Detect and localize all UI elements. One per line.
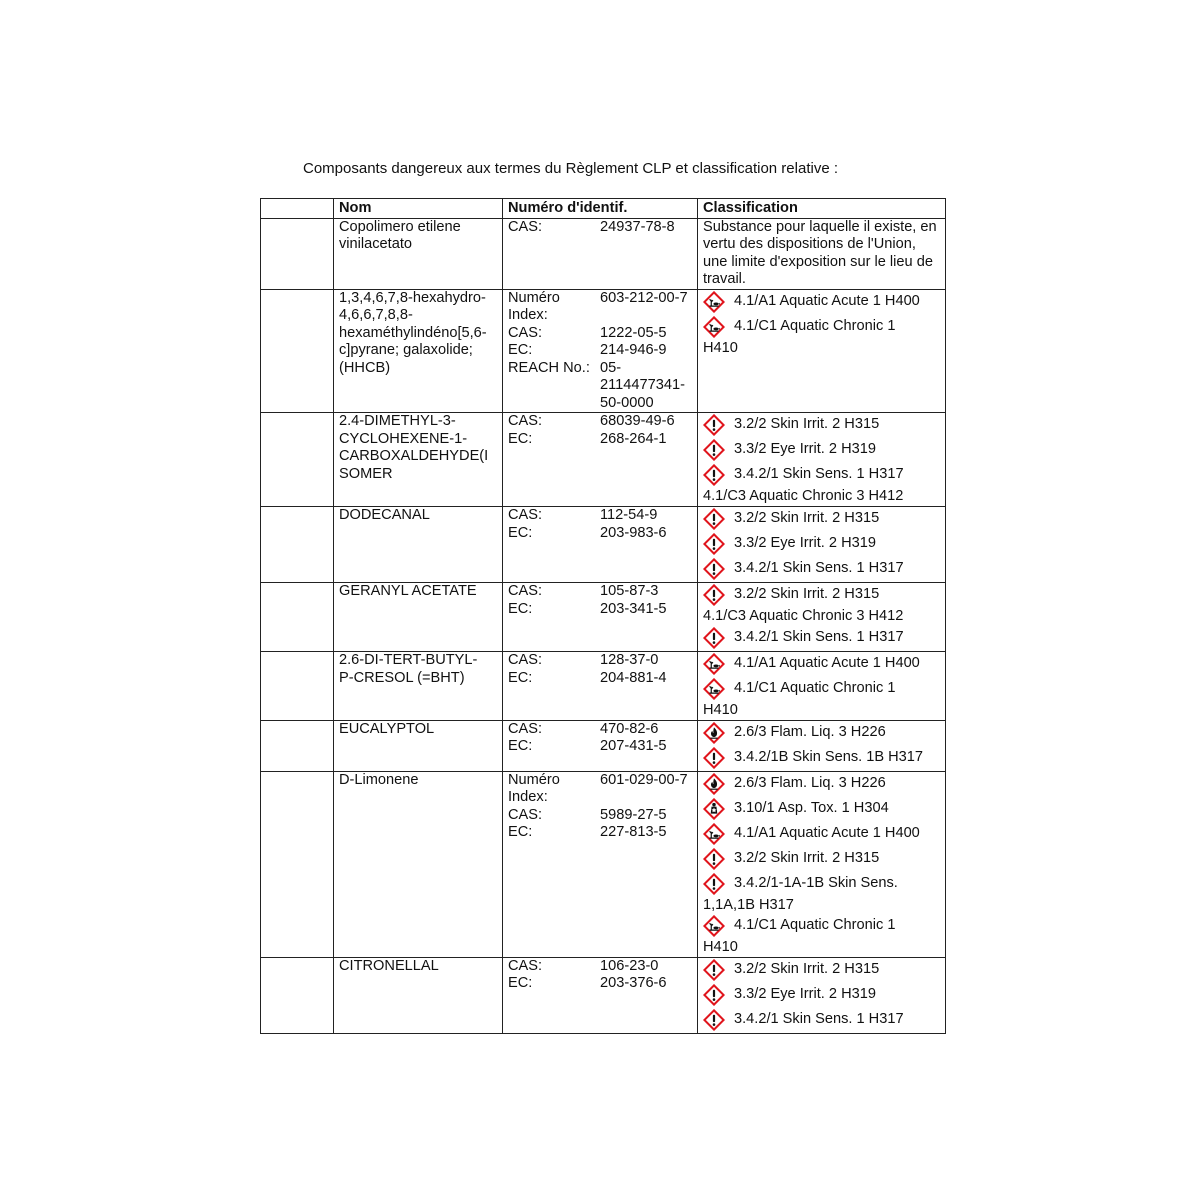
hazard-statement bbox=[703, 488, 940, 506]
hazard-statement bbox=[703, 507, 940, 532]
identifier-value bbox=[600, 721, 658, 739]
exclamation-pictogram-icon bbox=[703, 558, 725, 580]
identifier-value-line: 112-54-9 bbox=[600, 507, 658, 523]
hazard-statement-text: 3.3/2 Eye Irrit. 2 H319 bbox=[734, 985, 876, 1002]
classification-cell bbox=[698, 218, 946, 289]
classification-cell bbox=[698, 957, 946, 1033]
identifier-line bbox=[508, 325, 692, 343]
classification-cell bbox=[698, 507, 946, 583]
environment-pictogram-icon bbox=[703, 678, 725, 700]
table-row bbox=[261, 289, 946, 413]
identifier-label: CAS: bbox=[508, 652, 543, 668]
component-name-line: EUCALYPTOL bbox=[339, 720, 435, 737]
identifier-cell bbox=[503, 218, 698, 289]
page-heading: Composants dangereux aux termes du Règlement CLP et classification relative : bbox=[303, 160, 838, 177]
component-name-line: GERANYL ACETATE bbox=[339, 583, 477, 599]
component-name-cell bbox=[334, 771, 503, 957]
identifier-line bbox=[508, 219, 692, 237]
identifier-label: CAS: bbox=[508, 413, 543, 429]
identifier-label: CAS: bbox=[508, 583, 543, 599]
exclamation-pictogram-icon bbox=[703, 533, 725, 555]
table-row bbox=[261, 957, 946, 1033]
hazard-statement bbox=[703, 438, 940, 463]
hazard-statement bbox=[703, 721, 940, 746]
empty-cell bbox=[261, 507, 334, 583]
column-header-identifier: Numéro d'identif. bbox=[503, 199, 698, 219]
identifier-value-line: 203-376-6 bbox=[600, 975, 667, 991]
identifier-line bbox=[508, 525, 692, 543]
identifier-value-line: 68039-49-6 bbox=[600, 413, 675, 429]
hazard-statement-text: 4.1/C1 Aquatic Chronic 1 bbox=[734, 917, 896, 933]
hazard-statement-text: 4.1/A1 Aquatic Acute 1 H400 bbox=[734, 292, 920, 309]
identifier-value bbox=[600, 772, 688, 790]
classification-cell bbox=[698, 720, 946, 771]
empty-cell bbox=[261, 583, 334, 652]
table-row bbox=[261, 583, 946, 652]
component-name-line: P-CRESOL (=BHT) bbox=[339, 669, 465, 686]
component-name-cell bbox=[334, 289, 503, 413]
identifier-label: EC: bbox=[508, 975, 533, 991]
identifier-value-line: 106-23-0 bbox=[600, 957, 659, 974]
component-name-line: vinilacetato bbox=[339, 236, 413, 252]
empty-cell bbox=[261, 289, 334, 413]
hazard-statement-text: 3.4.2/1 Skin Sens. 1 H317 bbox=[734, 560, 904, 576]
hazard-statement-text: 3.2/2 Skin Irrit. 2 H315 bbox=[734, 586, 880, 602]
hazard-statement bbox=[703, 532, 940, 557]
hazard-statement bbox=[703, 583, 940, 608]
environment-pictogram-icon bbox=[703, 291, 725, 313]
hazard-statement bbox=[703, 847, 940, 872]
table-row bbox=[261, 652, 946, 721]
component-name-line: hexaméthylindéno[5,6- bbox=[339, 324, 487, 341]
identifier-line bbox=[508, 652, 692, 670]
hazard-statement bbox=[703, 608, 940, 626]
identifier-value bbox=[600, 525, 667, 543]
identifier-value bbox=[600, 601, 667, 619]
exclamation-pictogram-icon bbox=[703, 584, 725, 606]
identifier-line bbox=[508, 507, 692, 525]
hazard-statement-text: 3.2/2 Skin Irrit. 2 H315 bbox=[734, 510, 880, 526]
identifier-line bbox=[508, 290, 692, 308]
table-row bbox=[261, 413, 946, 507]
identifier-value-line: 470-82-6 bbox=[600, 720, 659, 737]
identifier-value-line: 105-87-3 bbox=[600, 583, 659, 599]
identifier-value bbox=[600, 824, 667, 842]
classification-cell bbox=[698, 771, 946, 957]
component-name-line: Copolimero etilene bbox=[339, 218, 461, 235]
identifier-value-line: 5989-27-5 bbox=[600, 806, 667, 823]
component-name-line: CARBOXALDEHYDE(I bbox=[339, 448, 489, 464]
hazard-statement bbox=[703, 983, 940, 1008]
hazard-statement-text: 4.1/C1 Aquatic Chronic 1 bbox=[734, 317, 896, 334]
identifier-line bbox=[508, 360, 692, 413]
component-name-cell bbox=[334, 583, 503, 652]
identifier-value bbox=[600, 219, 675, 237]
component-name-line: (HHCB) bbox=[339, 359, 391, 376]
exclamation-pictogram-icon bbox=[703, 959, 725, 981]
hazard-statement-text: 3.3/2 Eye Irrit. 2 H319 bbox=[734, 535, 876, 551]
identifier-line bbox=[508, 789, 692, 807]
component-name-cell bbox=[334, 413, 503, 507]
identifier-cell bbox=[503, 652, 698, 721]
component-name-line: 2.6-DI-TERT-BUTYL- bbox=[339, 652, 478, 668]
empty-cell bbox=[261, 413, 334, 507]
hazard-statement-text: 2.6/3 Flam. Liq. 3 H226 bbox=[734, 774, 886, 791]
identifier-value-line: 1222-05-5 bbox=[600, 324, 667, 341]
hazard-statement-text: 3.4.2/1-1A-1B Skin Sens. bbox=[734, 874, 898, 891]
hazard-statement-text: 2.6/3 Flam. Liq. 3 H226 bbox=[734, 723, 886, 740]
identifier-cell bbox=[503, 957, 698, 1033]
hazard-statement-text: 3.10/1 Asp. Tox. 1 H304 bbox=[734, 799, 889, 816]
hazard-statement bbox=[703, 315, 940, 340]
identifier-value-line: 601-029-00-7 bbox=[600, 771, 688, 788]
hazard-statement-continuation: H410 bbox=[703, 339, 738, 356]
identifier-value-line: 203-983-6 bbox=[600, 524, 667, 541]
table-header-row bbox=[261, 199, 946, 219]
hazard-statement-text: 3.2/2 Skin Irrit. 2 H315 bbox=[734, 849, 880, 866]
identifier-label: Numéro bbox=[508, 771, 560, 788]
identifier-label: Numéro bbox=[508, 289, 560, 306]
identifier-value bbox=[600, 807, 667, 825]
identifier-cell bbox=[503, 771, 698, 957]
hazard-statement bbox=[703, 958, 940, 983]
component-name-cell bbox=[334, 218, 503, 289]
exclamation-pictogram-icon bbox=[703, 439, 725, 461]
exclamation-pictogram-icon bbox=[703, 464, 725, 486]
identifier-line bbox=[508, 431, 692, 449]
exposure-limit-note: Substance pour laquelle il existe, en vertu des dispositions de l'Union, une limite d'exposition sur le lieu de travail. bbox=[703, 218, 937, 287]
identifier-value bbox=[600, 431, 667, 449]
classification-cell bbox=[698, 583, 946, 652]
hazard-statement-text: 4.1/C3 Aquatic Chronic 3 H412 bbox=[703, 608, 904, 624]
exclamation-pictogram-icon bbox=[703, 1009, 725, 1031]
identifier-value-line: 204-881-4 bbox=[600, 669, 667, 686]
hazard-statement-continuation: 1,1A,1B H317 bbox=[703, 896, 794, 913]
flame-pictogram-icon bbox=[703, 722, 725, 744]
identifier-value-line: 207-431-5 bbox=[600, 738, 667, 754]
hazard-statement bbox=[703, 413, 940, 438]
identifier-label: CAS: bbox=[508, 507, 543, 523]
identifier-value-line: 227-813-5 bbox=[600, 824, 667, 840]
identifier-label: EC: bbox=[508, 824, 533, 840]
identifier-cell bbox=[503, 413, 698, 507]
classification-cell bbox=[698, 289, 946, 413]
hazard-statement bbox=[703, 822, 940, 847]
identifier-value-line: 2114477341- bbox=[600, 377, 685, 393]
environment-pictogram-icon bbox=[703, 653, 725, 675]
identifier-label: EC: bbox=[508, 524, 533, 541]
hazard-statement-text: 3.4.2/1B Skin Sens. 1B H317 bbox=[734, 748, 924, 765]
classification-cell bbox=[698, 413, 946, 507]
identifier-cell bbox=[503, 507, 698, 583]
hazard-statement bbox=[703, 872, 940, 897]
table-row bbox=[261, 720, 946, 771]
identifier-value-line: 268-264-1 bbox=[600, 430, 667, 447]
component-name-line: 2.4-DIMETHYL-3- bbox=[339, 413, 456, 429]
hazard-statement bbox=[703, 557, 940, 582]
hazard-statement-text: 3.2/2 Skin Irrit. 2 H315 bbox=[734, 416, 880, 432]
component-name-line: DODECANAL bbox=[339, 507, 430, 523]
table-row bbox=[261, 507, 946, 583]
identifier-line bbox=[508, 738, 692, 756]
hazard-statement bbox=[703, 652, 940, 677]
identifier-value bbox=[600, 360, 685, 413]
component-name-line: SOMER bbox=[339, 465, 393, 482]
table-body bbox=[261, 218, 946, 1033]
exclamation-pictogram-icon bbox=[703, 627, 725, 649]
component-name-line: D-Limonene bbox=[339, 771, 419, 788]
identifier-value bbox=[600, 507, 657, 525]
identifier-value bbox=[600, 583, 658, 601]
empty-cell bbox=[261, 957, 334, 1033]
empty-cell bbox=[261, 771, 334, 957]
identifier-line bbox=[508, 824, 692, 842]
component-name-line: c]pyrane; galaxolide; bbox=[339, 342, 473, 358]
identifier-label: CAS: bbox=[508, 324, 543, 341]
hazard-statement bbox=[703, 797, 940, 822]
column-header-classification: Classification bbox=[698, 199, 946, 219]
identifier-label: EC: bbox=[508, 342, 533, 358]
identifier-value bbox=[600, 738, 667, 756]
identifier-value-line: 50-0000 bbox=[600, 394, 654, 411]
identifier-value bbox=[600, 652, 658, 670]
identifier-line bbox=[508, 721, 692, 739]
hazard-statement bbox=[703, 772, 940, 797]
identifier-line bbox=[508, 807, 692, 825]
hazard-statement-text: 3.4.2/1 Skin Sens. 1 H317 bbox=[734, 466, 904, 482]
identifier-value bbox=[600, 975, 667, 993]
environment-pictogram-icon bbox=[703, 316, 725, 338]
empty-cell bbox=[261, 652, 334, 721]
table-row bbox=[261, 218, 946, 289]
component-name-line: 4,6,6,7,8,8- bbox=[339, 307, 413, 323]
exclamation-pictogram-icon bbox=[703, 414, 725, 436]
hazardous-components-table bbox=[260, 198, 946, 1034]
identifier-value-line: 203-341-5 bbox=[600, 600, 667, 617]
health-hazard-pictogram-icon bbox=[703, 798, 725, 820]
hazard-statement-text: 3.2/2 Skin Irrit. 2 H315 bbox=[734, 960, 880, 977]
hazard-statement bbox=[703, 463, 940, 488]
identifier-cell bbox=[503, 289, 698, 413]
identifier-line bbox=[508, 670, 692, 688]
identifier-line bbox=[508, 342, 692, 360]
identifier-label: CAS: bbox=[508, 957, 543, 974]
hazard-statement bbox=[703, 626, 940, 651]
identifier-value bbox=[600, 342, 667, 360]
empty-cell bbox=[261, 720, 334, 771]
hazard-statement-text: 4.1/C1 Aquatic Chronic 1 bbox=[734, 680, 896, 696]
identifier-value-line: 24937-78-8 bbox=[600, 218, 675, 235]
identifier-line bbox=[508, 583, 692, 601]
exclamation-pictogram-icon bbox=[703, 747, 725, 769]
identifier-value-line: 603-212-00-7 bbox=[600, 289, 688, 306]
exclamation-pictogram-icon bbox=[703, 508, 725, 530]
flame-pictogram-icon bbox=[703, 773, 725, 795]
exclamation-pictogram-icon bbox=[703, 848, 725, 870]
identifier-cell bbox=[503, 720, 698, 771]
identifier-cell bbox=[503, 583, 698, 652]
hazard-statement bbox=[703, 914, 940, 939]
identifier-value bbox=[600, 413, 675, 431]
identifier-line bbox=[508, 958, 692, 976]
component-name-line: CITRONELLAL bbox=[339, 957, 439, 974]
table-row bbox=[261, 771, 946, 957]
identifier-label: CAS: bbox=[508, 806, 543, 823]
hazard-statement-continuation: H410 bbox=[703, 939, 738, 955]
identifier-line bbox=[508, 772, 692, 790]
hazard-statement bbox=[703, 746, 940, 771]
identifier-line bbox=[508, 975, 692, 993]
exclamation-pictogram-icon bbox=[703, 873, 725, 895]
identifier-value bbox=[600, 670, 667, 688]
component-name-cell bbox=[334, 652, 503, 721]
identifier-label: CAS: bbox=[508, 218, 543, 235]
identifier-value bbox=[600, 290, 688, 308]
component-name-cell bbox=[334, 507, 503, 583]
hazard-statement-text: 3.3/2 Eye Irrit. 2 H319 bbox=[734, 441, 876, 457]
identifier-value-line: 128-37-0 bbox=[600, 652, 659, 668]
identifier-line bbox=[508, 413, 692, 431]
identifier-label: EC: bbox=[508, 600, 533, 617]
environment-pictogram-icon bbox=[703, 823, 725, 845]
component-name-line: 1,3,4,6,7,8-hexahydro- bbox=[339, 289, 486, 306]
hazard-statement-text: 4.1/C3 Aquatic Chronic 3 H412 bbox=[703, 488, 904, 504]
classification-cell bbox=[698, 652, 946, 721]
hazard-statement-continuation: H410 bbox=[703, 702, 738, 718]
hazard-statement-text: 4.1/A1 Aquatic Acute 1 H400 bbox=[734, 824, 920, 841]
identifier-label: CAS: bbox=[508, 720, 543, 737]
empty-header-cell bbox=[261, 199, 334, 219]
hazard-statement bbox=[703, 677, 940, 702]
identifier-label: EC: bbox=[508, 738, 533, 754]
hazard-statement bbox=[703, 1008, 940, 1033]
exclamation-pictogram-icon bbox=[703, 984, 725, 1006]
identifier-line bbox=[508, 307, 692, 325]
component-name-cell bbox=[334, 957, 503, 1033]
identifier-value bbox=[600, 325, 667, 343]
hazard-statement bbox=[703, 290, 940, 315]
hazard-statement-text: 3.4.2/1 Skin Sens. 1 H317 bbox=[734, 629, 904, 645]
identifier-value-line: 05- bbox=[600, 359, 622, 376]
identifier-label: EC: bbox=[508, 430, 533, 447]
identifier-label: Index: bbox=[508, 789, 548, 805]
identifier-value-line: 214-946-9 bbox=[600, 342, 667, 358]
identifier-label: EC: bbox=[508, 669, 533, 686]
environment-pictogram-icon bbox=[703, 915, 725, 937]
identifier-value bbox=[600, 958, 658, 976]
hazard-statement-text: 4.1/A1 Aquatic Acute 1 H400 bbox=[734, 655, 920, 671]
hazard-statement-text: 3.4.2/1 Skin Sens. 1 H317 bbox=[734, 1010, 904, 1027]
column-header-name: Nom bbox=[334, 199, 503, 219]
empty-cell bbox=[261, 218, 334, 289]
component-name-cell bbox=[334, 720, 503, 771]
identifier-label: REACH No.: bbox=[508, 359, 590, 376]
identifier-label: Index: bbox=[508, 307, 548, 323]
identifier-line bbox=[508, 601, 692, 619]
component-name-line: CYCLOHEXENE-1- bbox=[339, 430, 468, 447]
